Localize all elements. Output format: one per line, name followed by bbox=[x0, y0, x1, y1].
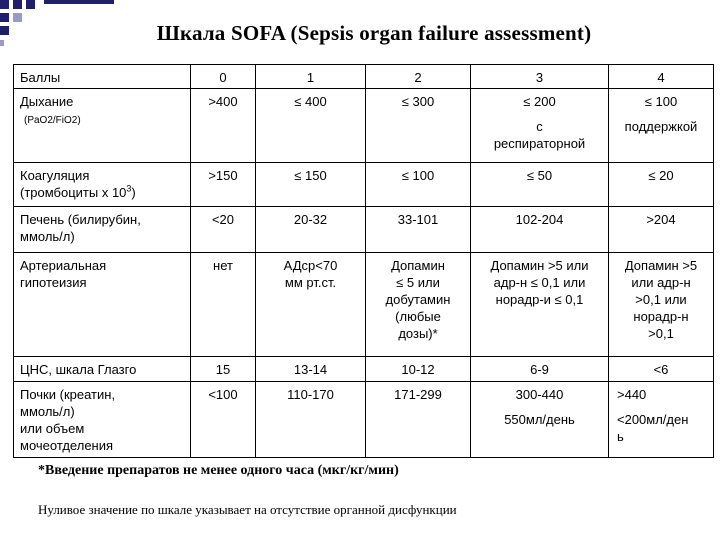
table-cell: 33-101 bbox=[366, 207, 471, 253]
table-cell: <6 bbox=[609, 357, 714, 382]
header-cell: 1 bbox=[256, 65, 366, 89]
row-label: Коагуляция (тромбоциты х $10^3$) bbox=[14, 163, 191, 207]
header-cell: 3 bbox=[471, 65, 609, 89]
table-row-liver bbox=[14, 207, 714, 253]
header-cell: 0 bbox=[191, 65, 256, 89]
row-label: Дыхание (PaO2/FiO2) bbox=[14, 89, 191, 163]
header-cell: Баллы bbox=[14, 65, 191, 89]
row-label: Печень (билирубин, ммоль/л) bbox=[14, 207, 191, 253]
table-cell: нет bbox=[191, 253, 256, 357]
table-cell: ≤ 150 bbox=[256, 163, 366, 207]
table-cell: 110-170 bbox=[256, 382, 366, 458]
table-cell: ≤ 200 с респираторной bbox=[471, 89, 609, 163]
table-row-kidneys bbox=[14, 382, 714, 458]
table-cell: <20 bbox=[191, 207, 256, 253]
header-cell: 4 bbox=[609, 65, 714, 89]
table-cell: >150 bbox=[191, 163, 256, 207]
table-cell: ≤ 50 bbox=[471, 163, 609, 207]
table-row-respiration bbox=[14, 89, 714, 163]
row-label: Почки (креатин, ммоль/л) или объем мочеотделения bbox=[14, 382, 191, 458]
table-cell: ≤ 20 bbox=[609, 163, 714, 207]
table-cell: 15 bbox=[191, 357, 256, 382]
table-cell: АДср<70 мм рт.ст. bbox=[256, 253, 366, 357]
table-cell: 102-204 bbox=[471, 207, 609, 253]
bottom-note: Нуливое значение по шкале указывает на отсутствие органной дисфункции bbox=[38, 502, 457, 517]
row-label: Артериальная гипотеизия bbox=[14, 253, 191, 357]
table-cell: >400 bbox=[191, 89, 256, 163]
table-cell: <100 bbox=[191, 382, 256, 458]
table-cell: ≤ 100 поддержкой bbox=[609, 89, 714, 163]
corner-decoration bbox=[0, 0, 120, 48]
table-cell: 20-32 bbox=[256, 207, 366, 253]
table-row-hypotension bbox=[14, 253, 714, 357]
table-cell: 300-440 550мл/день bbox=[471, 382, 609, 458]
table-cell: ≤ 300 bbox=[366, 89, 471, 163]
table-row-cns bbox=[14, 357, 714, 382]
page-title: Шкала SOFA (Sepsis organ failure assessment) bbox=[156, 21, 592, 45]
table-cell: 6-9 bbox=[471, 357, 609, 382]
table-row-coagulation bbox=[14, 163, 714, 207]
table-header-row bbox=[14, 65, 714, 89]
table-cell: Допамин ≤ 5 или добутамин (любые дозы)* bbox=[366, 253, 471, 357]
table-cell: 13-14 bbox=[256, 357, 366, 382]
table-cell: >440 <200мл/ден ь bbox=[609, 382, 714, 458]
table-cell: 10-12 bbox=[366, 357, 471, 382]
sofa-table bbox=[13, 64, 714, 458]
table-cell: Допамин >5 или адр-н >0,1 или норадр-н >0,1 bbox=[609, 253, 714, 357]
table-cell: >204 bbox=[609, 207, 714, 253]
header-cell: 2 bbox=[366, 65, 471, 89]
table-cell: ≤ 100 bbox=[366, 163, 471, 207]
table-cell: 171-299 bbox=[366, 382, 471, 458]
row-label: ЦНС, шкала Глазго bbox=[14, 357, 191, 382]
table-cell: ≤ 400 bbox=[256, 89, 366, 163]
table-cell: Допамин >5 или адр-н ≤ 0,1 или норадр-и ≤ 0,1 bbox=[471, 253, 609, 357]
footnote: *Введение препаратов не менее одного часа (мкг/кг/мин) bbox=[38, 463, 399, 478]
